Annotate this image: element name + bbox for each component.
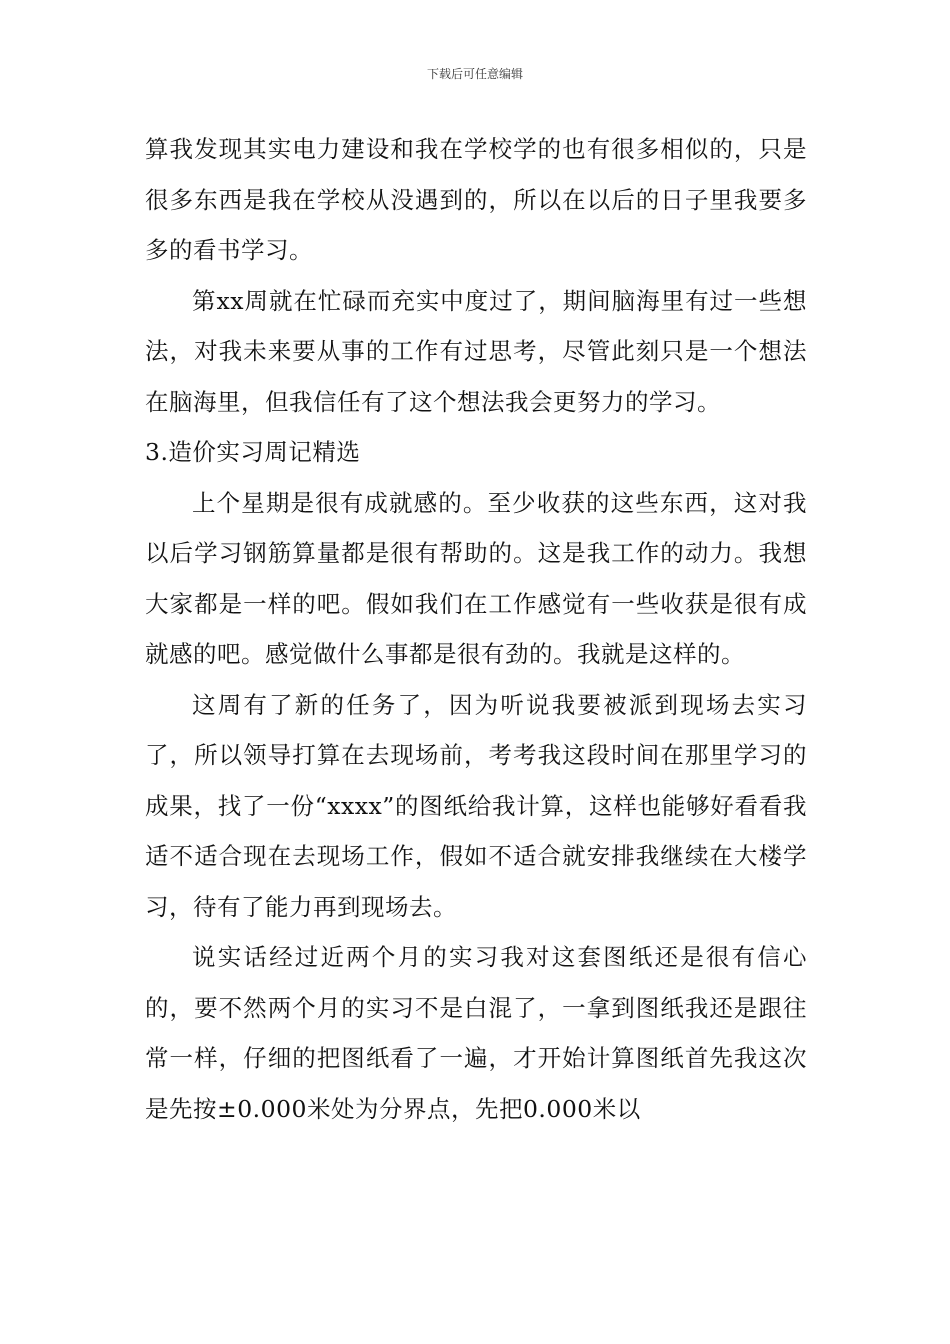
- paragraph-week-reflection: 第xx周就在忙碌而充实中度过了，期间脑海里有过一些想法，对我未来要从事的工作有过思考，尽管此刻只是一个想法在脑海里，但我信任有了这个想法我会更努力的学习。: [145, 286, 807, 416]
- paragraph-confidence: 说实话经过近两个月的实习我对这套图纸还是很有信心的，要不然两个月的实习不是白混了，一拿到图纸我还是跟往常一样，仔细的把图纸看了一遍，才开始计算图纸首先我这次是先按±0.000米处为分界点，先把0.000米以: [145, 943, 807, 1123]
- section-heading: 3.造价实习周记精选: [145, 438, 361, 466]
- paragraph-continuation: 算我发现其实电力建设和我在学校学的也有很多相似的，只是很多东西是我在学校从没遇到的，所以在以后的日子里我要多多的看书学习。: [145, 135, 807, 264]
- document-body: [145, 124, 807, 1134]
- page-header-note: 下载后可任意编辑: [426, 67, 523, 81]
- paragraph-achievement: 上个星期是很有成就感的。至少收获的这些东西，这对我以后学习钢筋算量都是很有帮助的。这是我工作的动力。我想大家都是一样的吧。假如我们在工作感觉有一些收获是很有成就感的吧。感觉做什么事都是很有劲的。我就是这样的。: [145, 488, 807, 668]
- paragraph-new-task: 这周有了新的任务了，因为听说我要被派到现场去实习了，所以领导打算在去现场前，考考我这段时间在那里学习的成果，找了一份“xxxx”的图纸给我计算，这样也能够好看看我适不适合现在去现场工作，假如不适合就安排我继续在大楼学习，待有了能力再到现场去。: [145, 690, 807, 921]
